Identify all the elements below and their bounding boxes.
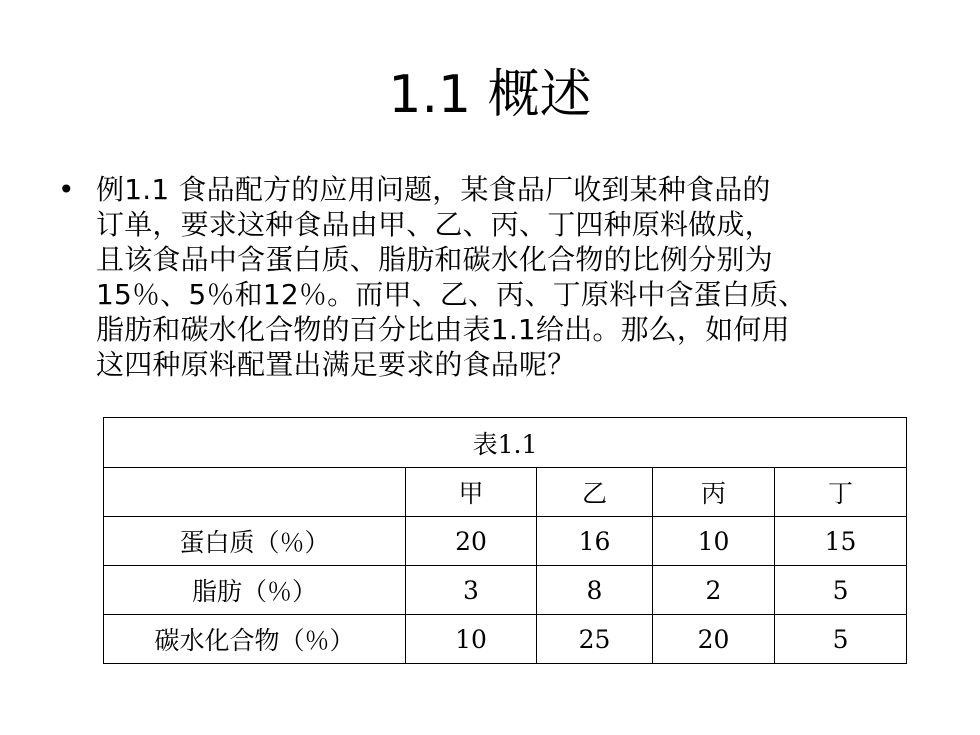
table-cell: 15	[775, 517, 907, 566]
table-cell: 16	[537, 517, 653, 566]
bullet-line: 且该食品中含蛋白质、脂肪和碳水化合物的比例分别为	[96, 243, 773, 276]
table-cell: 20	[653, 615, 775, 664]
table-row	[104, 517, 907, 566]
table-caption-row	[104, 418, 907, 468]
table-header-cell: 丁	[775, 468, 907, 517]
bullet-text	[96, 172, 918, 382]
data-table	[103, 417, 907, 664]
table-cell: 5	[775, 615, 907, 664]
table-cell: 10	[406, 615, 537, 664]
bullet-line: 订单，要求这种食品由甲、乙、丙、丁四种原料做成，	[96, 208, 773, 241]
bullet-line: 这四种原料配置出满足要求的食品呢？	[96, 348, 576, 381]
bullet-line: 15％、5％和12％。而甲、乙、丙、丁原料中含蛋白质、	[96, 278, 807, 311]
bullet-line: 例1.1 食品配方的应用问题，某食品厂收到某种食品的	[96, 173, 771, 206]
table-row	[104, 566, 907, 615]
table-cell: 5	[775, 566, 907, 615]
table-cell: 20	[406, 517, 537, 566]
table-cell: 25	[537, 615, 653, 664]
table-cell: 2	[653, 566, 775, 615]
table-caption: 表1.1	[104, 418, 907, 468]
table-cell: 3	[406, 566, 537, 615]
table-header-cell: 丙	[653, 468, 775, 517]
bullet-item	[58, 172, 918, 382]
table-header-cell: 乙	[537, 468, 653, 517]
row-label: 脂肪（％）	[104, 566, 406, 615]
bullet-icon: •	[58, 173, 75, 206]
slide-title: 1.1 概述	[388, 65, 592, 125]
row-label: 碳水化合物（％）	[104, 615, 406, 664]
table-header-cell	[104, 468, 406, 517]
table-cell: 8	[537, 566, 653, 615]
table-row	[104, 615, 907, 664]
table-header-row	[104, 468, 907, 517]
row-label: 蛋白质（％）	[104, 517, 406, 566]
table-cell: 10	[653, 517, 775, 566]
table-header-cell: 甲	[406, 468, 537, 517]
bullet-line: 脂肪和碳水化合物的百分比由表1.1给出。那么，如何用	[96, 313, 790, 346]
